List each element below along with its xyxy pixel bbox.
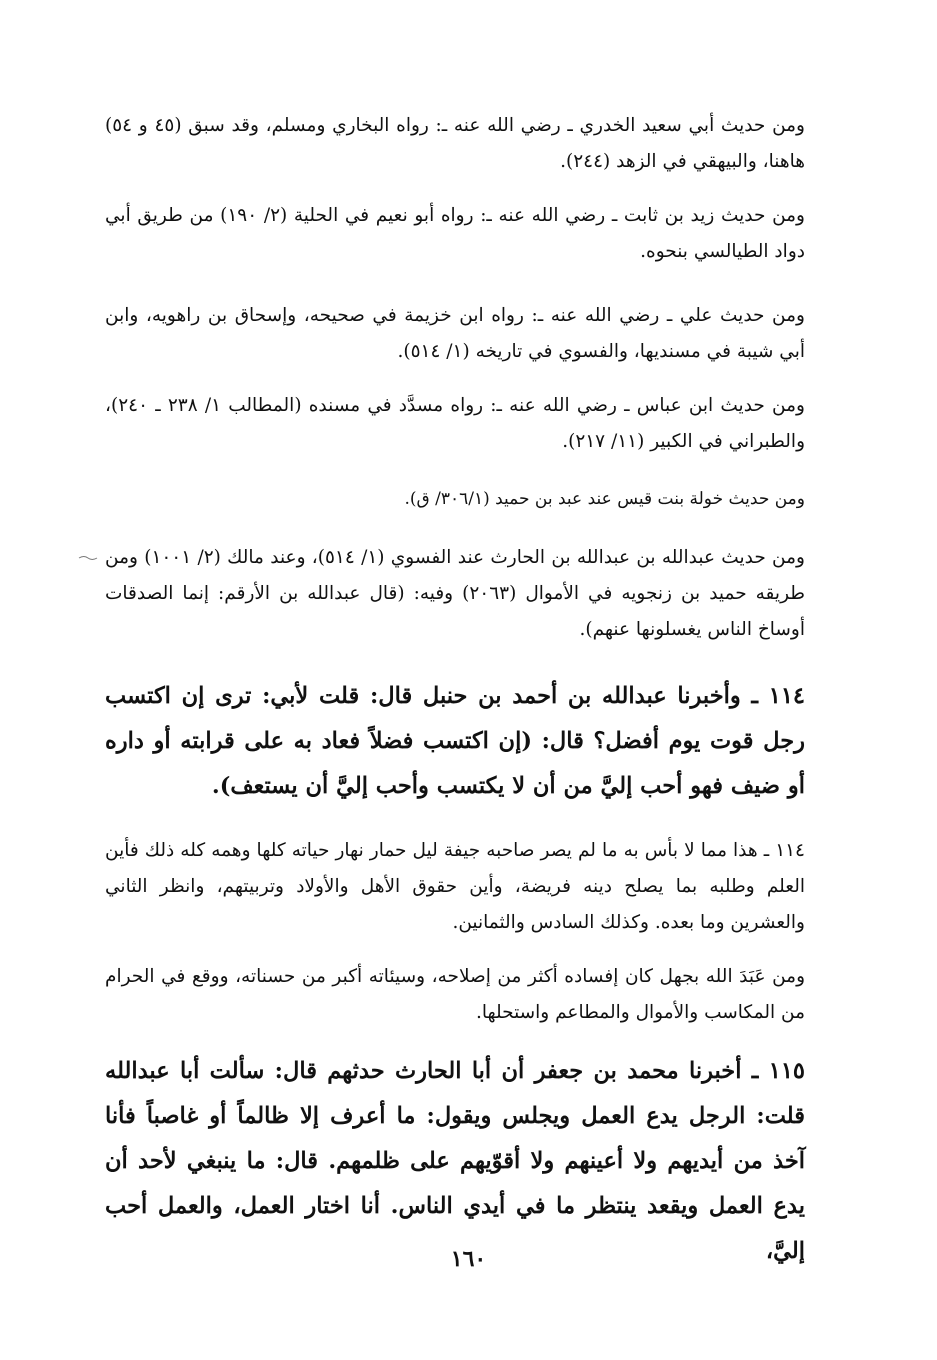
footnote-paragraph: ومن حديث خولة بنت قيس عند عبد بن حميد (٣٠٦/١/ ق). <box>404 489 805 509</box>
commentary-paragraph: ومن عَبَدَ الله بجهل كان إفساده أكثر من إصلاحه، وسيئاته أكبر من حسناته، ووقع في الحرام من المكاسب والأموال والمطاعم واستحلها. <box>105 966 805 1023</box>
commentary-paragraph: ١١٤ ـ هذا مما لا بأس به ما لم يصر صاحبه جيفة ليل حمار نهار حياته كلها وهمه كله ذلك فأين العلم وطلبه بما يصلح دينه فريضة، وأين حقوق الأهل والأولاد وتربيتهم، وانظر الثاني والعشرين وما بعده. وكذلك السادس والثمانين. <box>105 840 805 933</box>
footnote-paragraph: ومن حديث ابن عباس ـ رضي الله عنه ـ: رواه مسدَّد في مسنده (المطالب ١/ ٢٣٨ ـ ٢٤٠)، والطبراني في الكبير (١١/ ٢١٧). <box>105 395 805 452</box>
page-number: ١٦٠ <box>450 1246 487 1272</box>
footnote-paragraph: ومن حديث أبي سعيد الخدري ـ رضي الله عنه ـ: رواه البخاري ومسلم، وقد سبق (٤٥ و ٥٤) هاهنا، والبيهقي في الزهد (٢٤٤). <box>105 115 805 172</box>
page-body <box>105 108 805 1274</box>
narration-paragraph: ١١٥ ـ أخبرنا محمد بن جعفر أن أبا الحارث حدثهم قال: سألت أبا عبدالله قلت: الرجل يدع العمل ويجلس ويقول: ما أعرف إلا ظالماً أو غاصباً فأنا آخذ من أيديهم ولا أعينهم ولا أقوّيهم على ظلمهم. قال: ما ينبغي لأحد أن يدع العمل ويقعد ينتظر ما في أيدي الناس. أنا اختار العمل، والعمل أحب إليَّ، <box>105 1058 805 1264</box>
footnote-paragraph: ومن حديث علي ـ رضي الله عنه ـ: رواه ابن خزيمة في صحيحه، وإسحاق بن راهويه، وابن أبي شيبة في مسنديها، والفسوي في تاريخه (١/ ٥١٤). <box>105 305 805 362</box>
margin-mark-icon <box>78 554 98 562</box>
narration-paragraph: ١١٤ ـ وأخبرنا عبدالله بن أحمد بن حنبل قال: قلت لأبي: ترى إن اكتسب رجل قوت يوم أفضل؟ قال: (إن اكتسب فضلاً فعاد به على قرابته أو داره أو ضيف فهو أحب إليَّ من أن لا يكتسب وأحب إليَّ أن يستعف). <box>105 683 805 799</box>
footnote-paragraph: ومن حديث عبدالله بن عبدالله بن الحارث عند الفسوي (١/ ٥١٤)، وعند مالك (٢/ ١٠٠١) ومن طريقه حميد بن زنجويه في الأموال (٢٠٦٣) وفيه: (قال عبدالله بن الأرقم: إنما الصدقات أوساخ الناس يغسلونها عنهم). <box>105 547 805 640</box>
footnote-paragraph: ومن حديث زيد بن ثابت ـ رضي الله عنه ـ: رواه أبو نعيم في الحلية (٢/ ١٩٠) من طريق أبي دواد الطيالسي بنحوه. <box>105 205 805 262</box>
